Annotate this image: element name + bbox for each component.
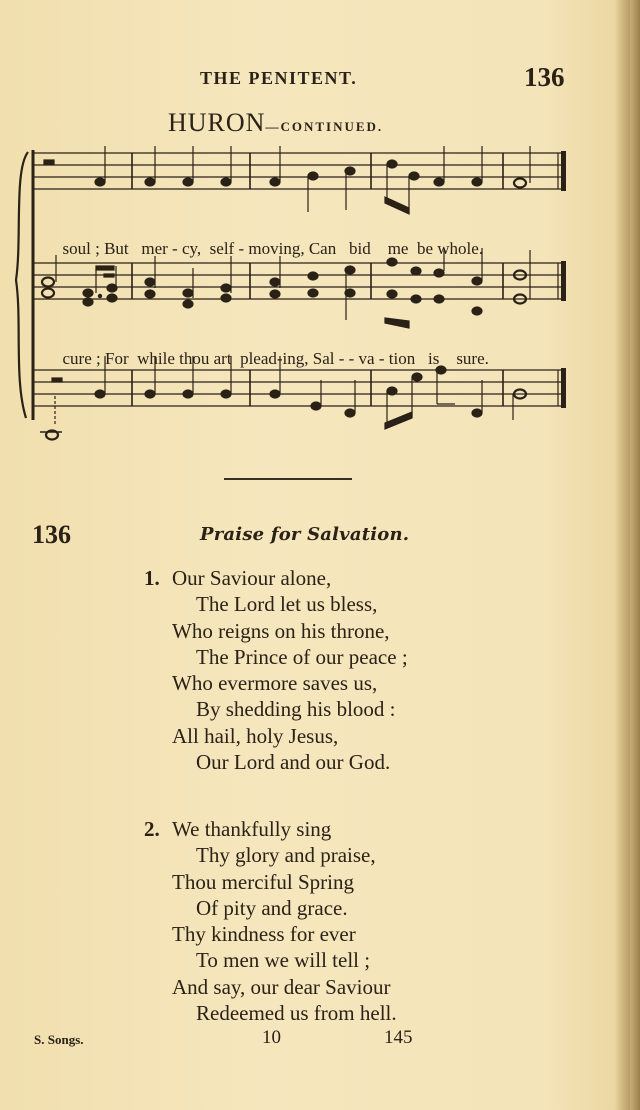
stanza-2	[144, 816, 397, 1026]
verse-text: We thankfully sing	[172, 817, 332, 841]
lyric-line-1	[37, 219, 557, 279]
stanza-line: To men we will tell ;	[196, 948, 371, 973]
lyric-syllable: mer - cy,	[141, 239, 202, 258]
stanza-line	[144, 565, 408, 591]
lyric-syllable: Can	[308, 239, 337, 258]
tune-title	[168, 108, 383, 138]
lyric-syllable: Sal - - va - tion	[312, 349, 416, 368]
stanza-line: And say, our dear Saviour	[172, 974, 391, 999]
lyric-syllable: self - moving,	[209, 239, 305, 258]
tune-continued-label: —CONTINUED.	[265, 119, 384, 134]
stanza-line: All hail, holy Jesus,	[172, 723, 339, 748]
stanza-line: Thy kindness for ever	[172, 922, 356, 947]
hymn-title: Praise for Salvation.	[200, 524, 410, 545]
stanza-1	[144, 565, 408, 775]
stanza-number: 1.	[144, 566, 160, 590]
page-number: 136	[524, 62, 565, 92]
stanza-line: Of pity and grace.	[196, 895, 348, 920]
section-divider	[224, 478, 352, 480]
stanza-line: By shedding his blood :	[196, 697, 396, 722]
stanza-line: The Lord let us bless,	[196, 592, 378, 617]
stanza-line: Thou merciful Spring	[172, 869, 354, 894]
running-title: THE PENITENT.	[200, 68, 358, 88]
stanza-number: 2.	[144, 817, 160, 841]
lyric-syllable: is	[427, 349, 440, 368]
lyric-syllable: plead-ing,	[240, 349, 309, 368]
hymn-number: 136	[32, 520, 71, 549]
staff-notation	[0, 140, 640, 460]
lyric-syllable: cure ;	[62, 349, 101, 368]
music-score	[0, 140, 640, 460]
lyric-syllable: bid	[348, 239, 371, 258]
signature-mark: S. Songs.	[34, 1032, 84, 1047]
stanza-line: Thy glory and praise,	[196, 843, 376, 868]
tune-name: HURON	[168, 108, 266, 137]
lyric-syllable: be	[416, 239, 434, 258]
folio-number: 145	[384, 1027, 413, 1048]
stanza-line: Who evermore saves us,	[172, 671, 378, 696]
page-footer	[0, 1027, 640, 1051]
lyric-syllable: sure.	[456, 349, 489, 368]
lyric-syllable: thou	[179, 349, 210, 368]
lyric-syllable: But	[104, 239, 129, 258]
running-head	[0, 64, 640, 94]
lyric-line-2	[37, 329, 557, 389]
stanza-line: Redeemed us from hell.	[196, 1001, 397, 1026]
lyric-syllable: soul ;	[62, 239, 100, 258]
verse-text: Our Saviour alone,	[172, 566, 332, 590]
lyric-syllable: whole.	[437, 239, 484, 258]
stanza-line: Our Lord and our God.	[196, 750, 391, 775]
lyric-syllable: For	[104, 349, 129, 368]
lyric-syllable: while	[137, 349, 175, 368]
stanza-line: Who reigns on his throne,	[172, 618, 390, 643]
sheet-number: 10	[262, 1027, 281, 1048]
lyric-syllable: art	[213, 349, 232, 368]
lyric-syllable: me	[387, 239, 409, 258]
stanza-line	[144, 816, 397, 842]
stanza-line: The Prince of our peace ;	[196, 644, 408, 669]
